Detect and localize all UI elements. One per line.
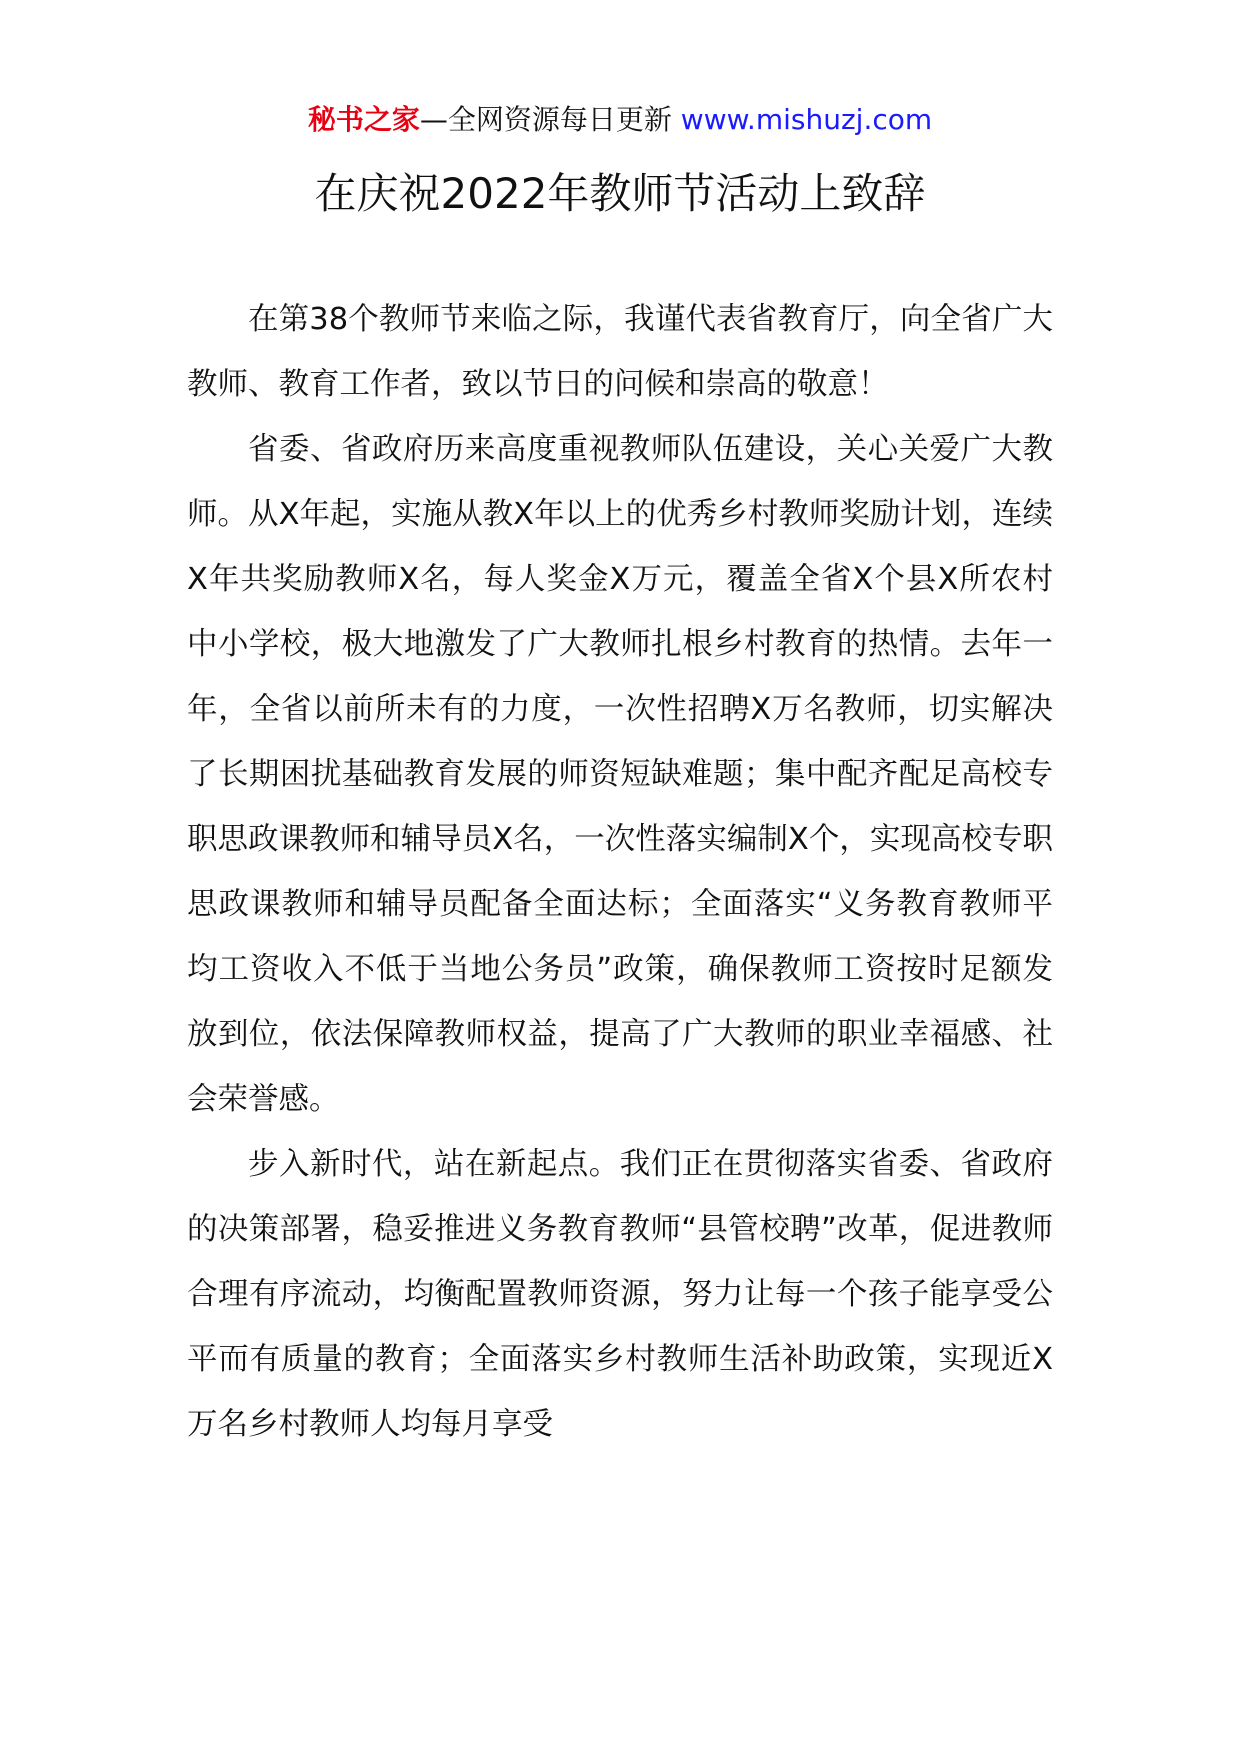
header-slogan: —全网资源每日更新 [419,103,672,136]
site-url-link[interactable]: www.mishuzj.com [680,103,933,136]
paragraph: 步入新时代，站在新起点。我们正在贯彻落实省委、省政府的决策部署，稳妥推进义务教育教师“县管校聘”改革，促进教师合理有序流动，均衡配置教师资源，努力让每一个孩子能享受公平而有质量的教育；全面落实乡村教师生活补助政策，实现近X万名乡村教师人均每月享受 [187,1147,1053,1442]
document-body [187,287,1053,1457]
header-banner [0,100,1240,140]
brand-name: 秘书之家 [307,103,420,136]
page-title: 在庆祝2022年教师节活动上致辞 [314,169,926,218]
paragraph: 省委、省政府历来高度重视教师队伍建设，关心关爱广大教师。从X年起，实施从教X年以上的优秀乡村教师奖励计划，连续X年共奖励教师X名，每人奖金X万元，覆盖全省X个县X所农村中小学校，极大地激发了广大教师扎根乡村教育的热情。去年一年，全省以前所未有的力度，一次性招聘X万名教师，切实解决了长期困扰基础教育发展的师资短缺难题；集中配齐配足高校专职思政课教师和辅导员X名，一次性落实编制X个，实现高校专职思政课教师和辅导员配备全面达标；全面落实“义务教育教师平均工资收入不低于当地公务员”政策，确保教师工资按时足额发放到位，依法保障教师权益，提高了广大教师的职业幸福感、社会荣誉感。 [187,432,1053,1117]
paragraph: 在第38个教师节来临之际，我谨代表省教育厅，向全省广大教师、教育工作者，致以节日的问候和崇高的敬意！ [187,302,1053,402]
